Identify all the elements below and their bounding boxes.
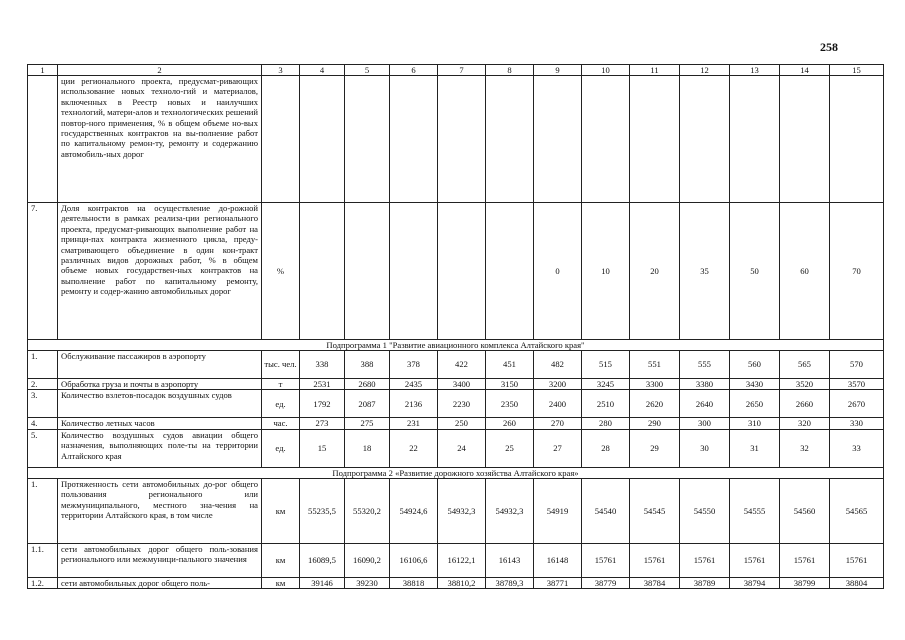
value-cell — [390, 203, 438, 340]
value-cell: 320 — [780, 418, 830, 429]
unit-cell: ед. — [262, 390, 300, 418]
col-header: 15 — [830, 65, 884, 76]
table-row — [28, 418, 884, 429]
value-cell: 15761 — [730, 543, 780, 577]
value-cell: 2640 — [680, 390, 730, 418]
value-cell — [438, 76, 486, 203]
value-cell: 15761 — [582, 543, 630, 577]
value-cell: 24 — [438, 429, 486, 467]
value-cell: 16143 — [486, 543, 534, 577]
unit-cell: км — [262, 478, 300, 543]
value-cell: 330 — [830, 418, 884, 429]
unit-cell: км — [262, 577, 300, 588]
value-cell: 54924,6 — [390, 478, 438, 543]
value-cell — [486, 76, 534, 203]
value-cell: 422 — [438, 351, 486, 379]
value-cell: 30 — [680, 429, 730, 467]
value-cell: 2230 — [438, 390, 486, 418]
col-header: 12 — [680, 65, 730, 76]
value-cell: 39146 — [300, 577, 345, 588]
value-cell — [582, 76, 630, 203]
value-cell: 15761 — [780, 543, 830, 577]
value-cell: 38794 — [730, 577, 780, 588]
row-number: 2. — [28, 379, 58, 390]
value-cell: 29 — [630, 429, 680, 467]
value-cell: 54555 — [730, 478, 780, 543]
value-cell: 38810,2 — [438, 577, 486, 588]
table-row — [28, 76, 884, 203]
value-cell: 275 — [345, 418, 390, 429]
indicator-name: Количество взлетов-посадок воздушных судов — [58, 390, 262, 418]
col-header: 14 — [780, 65, 830, 76]
value-cell: 54565 — [830, 478, 884, 543]
col-header: 2 — [58, 65, 262, 76]
value-cell: 231 — [390, 418, 438, 429]
table-row — [28, 543, 884, 577]
row-number: 7. — [28, 203, 58, 340]
value-cell: 3150 — [486, 379, 534, 390]
value-cell: 388 — [345, 351, 390, 379]
value-cell: 3520 — [780, 379, 830, 390]
value-cell: 1792 — [300, 390, 345, 418]
table-row — [28, 577, 884, 588]
value-cell: 35 — [680, 203, 730, 340]
subprogram-2-header — [28, 467, 884, 478]
row-number: 1. — [28, 478, 58, 543]
indicator-name: Количество воздушных судов авиации общего назначения, выполняющих поле-ты на территории Алтайского края — [58, 429, 262, 467]
value-cell: 16148 — [534, 543, 582, 577]
value-cell: 3430 — [730, 379, 780, 390]
value-cell — [486, 203, 534, 340]
value-cell: 3200 — [534, 379, 582, 390]
col-header: 10 — [582, 65, 630, 76]
value-cell: 2531 — [300, 379, 345, 390]
value-cell: 551 — [630, 351, 680, 379]
value-cell: 280 — [582, 418, 630, 429]
value-cell — [780, 76, 830, 203]
indicator-name: Количество летных часов — [58, 418, 262, 429]
value-cell — [534, 76, 582, 203]
value-cell: 10 — [582, 203, 630, 340]
value-cell: 60 — [780, 203, 830, 340]
indicator-name: Протяженность сети автомобильных до-рог общего пользования регионального или межмуниципального, местного зна-чения на территории Алтайского края, в том числе — [58, 478, 262, 543]
value-cell: 31 — [730, 429, 780, 467]
value-cell: 50 — [730, 203, 780, 340]
value-cell: 15761 — [830, 543, 884, 577]
indicator-name: Обработка груза и почты в аэропорту — [58, 379, 262, 390]
value-cell: 39230 — [345, 577, 390, 588]
row-number: 1. — [28, 351, 58, 379]
value-cell: 28 — [582, 429, 630, 467]
value-cell: 3300 — [630, 379, 680, 390]
column-number-header — [28, 65, 884, 76]
value-cell: 2087 — [345, 390, 390, 418]
subprogram-1-header — [28, 340, 884, 351]
value-cell: 38789 — [680, 577, 730, 588]
table-row — [28, 478, 884, 543]
value-cell: 54932,3 — [438, 478, 486, 543]
value-cell: 378 — [390, 351, 438, 379]
value-cell: 565 — [780, 351, 830, 379]
col-header: 6 — [390, 65, 438, 76]
value-cell: 38804 — [830, 577, 884, 588]
unit-cell: т — [262, 379, 300, 390]
value-cell: 300 — [680, 418, 730, 429]
value-cell: 16106,6 — [390, 543, 438, 577]
value-cell: 16089,5 — [300, 543, 345, 577]
col-header: 1 — [28, 65, 58, 76]
col-header: 9 — [534, 65, 582, 76]
indicator-name: Обслуживание пассажиров в аэропорту — [58, 351, 262, 379]
value-cell: 290 — [630, 418, 680, 429]
value-cell: 2350 — [486, 390, 534, 418]
value-cell: 38799 — [780, 577, 830, 588]
value-cell: 18 — [345, 429, 390, 467]
value-cell — [730, 76, 780, 203]
value-cell: 15761 — [680, 543, 730, 577]
value-cell — [390, 76, 438, 203]
subprogram-title: Подпрограмма 1 "Развитие авиационного комплекса Алтайского края" — [28, 340, 884, 351]
value-cell: 38789,3 — [486, 577, 534, 588]
value-cell — [300, 76, 345, 203]
indicator-name: ции регионального проекта, предусмат-ривающих использование новых техноло-гий и материалов, включенных в Реестр новых и наилучших технологий, матери-алов и технологических решений повтор-ного применения, % в общем объеме но-вых государственных контрактов на вы-полнение работ по капитальному ремон-ту, ремонту и содержанию автомобиль-ных дорог — [58, 76, 262, 203]
value-cell: 38779 — [582, 577, 630, 588]
value-cell: 2136 — [390, 390, 438, 418]
col-header: 13 — [730, 65, 780, 76]
row-number: 3. — [28, 390, 58, 418]
row-number — [28, 76, 58, 203]
value-cell: 3380 — [680, 379, 730, 390]
col-header: 7 — [438, 65, 486, 76]
unit-cell: % — [262, 203, 300, 340]
row-number: 5. — [28, 429, 58, 467]
value-cell: 338 — [300, 351, 345, 379]
table-row — [28, 429, 884, 467]
value-cell: 54560 — [780, 478, 830, 543]
value-cell: 2510 — [582, 390, 630, 418]
value-cell: 2400 — [534, 390, 582, 418]
value-cell: 555 — [680, 351, 730, 379]
value-cell: 15761 — [630, 543, 680, 577]
row-number: 1.2. — [28, 577, 58, 588]
unit-cell — [262, 76, 300, 203]
indicator-name: Доля контрактов на осуществление до-рожной деятельности в рамках реализа-ции регионального проекта, предусмат-ривающих выполнение работ на принци-пах контракта жизненного цикла, преду-сматривающего объединение в один кон-тракт различных видов дорожных работ, % в общем объеме новых государствен-ных контрактов на выполнение работ по капитальному ремонту, ремонту и содер-жанию автомобильных дорог — [58, 203, 262, 340]
table-row — [28, 379, 884, 390]
value-cell — [830, 76, 884, 203]
value-cell: 2680 — [345, 379, 390, 390]
value-cell: 3400 — [438, 379, 486, 390]
table-row — [28, 390, 884, 418]
value-cell: 54919 — [534, 478, 582, 543]
value-cell — [630, 76, 680, 203]
value-cell: 16122,1 — [438, 543, 486, 577]
value-cell: 3570 — [830, 379, 884, 390]
value-cell: 32 — [780, 429, 830, 467]
col-header: 8 — [486, 65, 534, 76]
value-cell: 260 — [486, 418, 534, 429]
row-number: 4. — [28, 418, 58, 429]
value-cell: 250 — [438, 418, 486, 429]
value-cell: 482 — [534, 351, 582, 379]
value-cell: 3245 — [582, 379, 630, 390]
value-cell: 451 — [486, 351, 534, 379]
value-cell: 273 — [300, 418, 345, 429]
value-cell: 27 — [534, 429, 582, 467]
value-cell: 55320,2 — [345, 478, 390, 543]
value-cell: 0 — [534, 203, 582, 340]
unit-cell: тыс. чел. — [262, 351, 300, 379]
value-cell: 38784 — [630, 577, 680, 588]
value-cell — [300, 203, 345, 340]
unit-cell: час. — [262, 418, 300, 429]
unit-cell: км — [262, 543, 300, 577]
unit-cell: ед. — [262, 429, 300, 467]
row-number: 1.1. — [28, 543, 58, 577]
value-cell: 15 — [300, 429, 345, 467]
value-cell: 54545 — [630, 478, 680, 543]
value-cell: 20 — [630, 203, 680, 340]
value-cell: 55235,5 — [300, 478, 345, 543]
value-cell — [680, 76, 730, 203]
col-header: 11 — [630, 65, 680, 76]
table-row — [28, 351, 884, 379]
value-cell: 2650 — [730, 390, 780, 418]
value-cell — [345, 203, 390, 340]
value-cell — [345, 76, 390, 203]
indicators-table — [27, 64, 884, 589]
value-cell: 270 — [534, 418, 582, 429]
value-cell: 2435 — [390, 379, 438, 390]
col-header: 5 — [345, 65, 390, 76]
value-cell: 54550 — [680, 478, 730, 543]
value-cell: 310 — [730, 418, 780, 429]
value-cell: 54932,3 — [486, 478, 534, 543]
value-cell: 2670 — [830, 390, 884, 418]
value-cell: 515 — [582, 351, 630, 379]
value-cell: 16090,2 — [345, 543, 390, 577]
value-cell: 25 — [486, 429, 534, 467]
col-header: 3 — [262, 65, 300, 76]
value-cell: 22 — [390, 429, 438, 467]
value-cell: 570 — [830, 351, 884, 379]
table-row — [28, 203, 884, 340]
indicator-name: сети автомобильных дорог общего поль- — [58, 577, 262, 588]
value-cell: 70 — [830, 203, 884, 340]
value-cell — [438, 203, 486, 340]
indicator-name: сети автомобильных дорог общего поль-зования регионального или межмуници-пального значения — [58, 543, 262, 577]
value-cell: 2660 — [780, 390, 830, 418]
value-cell: 33 — [830, 429, 884, 467]
subprogram-title: Подпрограмма 2 «Развитие дорожного хозяйства Алтайского края» — [28, 467, 884, 478]
col-header: 4 — [300, 65, 345, 76]
page-number: 258 — [820, 40, 838, 54]
value-cell: 54540 — [582, 478, 630, 543]
value-cell: 2620 — [630, 390, 680, 418]
value-cell: 38771 — [534, 577, 582, 588]
value-cell: 38818 — [390, 577, 438, 588]
value-cell: 560 — [730, 351, 780, 379]
